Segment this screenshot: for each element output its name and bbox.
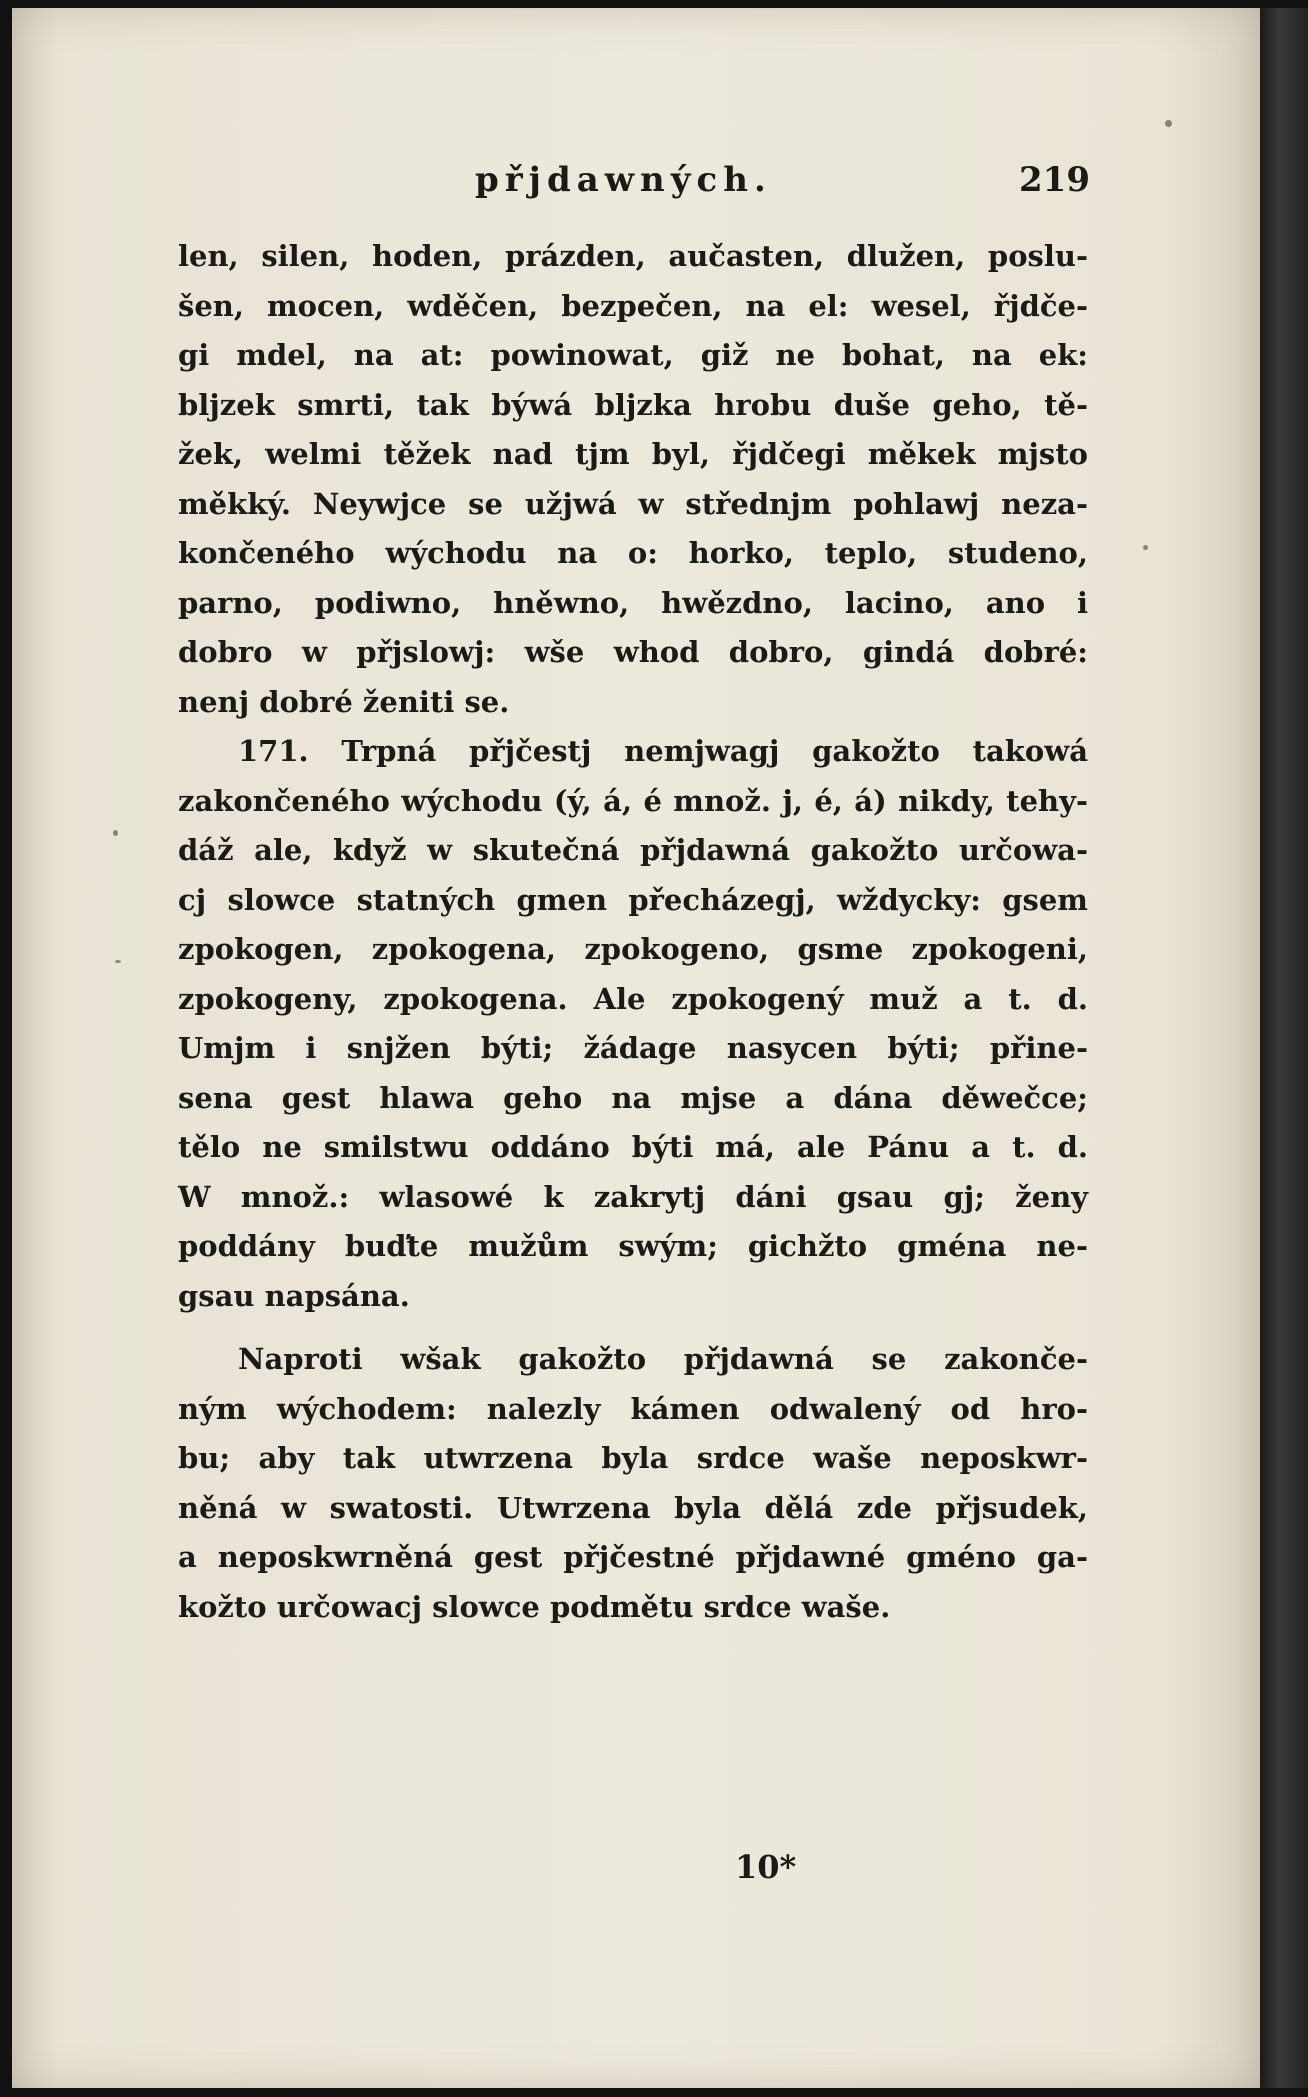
page-number: 219 bbox=[1019, 160, 1090, 200]
text-line: ným wýchodem: nalezly kámen odwalený od hro- bbox=[178, 1391, 1088, 1426]
text-line: W množ.: wlasowé k zakrytj dáni gsau gj; ženy bbox=[178, 1179, 1088, 1214]
text-line: bu; aby tak utwrzena byla srdce waše neposkwr- bbox=[178, 1441, 1088, 1475]
text-line: sena gest hlawa geho na mjse a dána děwečce; bbox=[178, 1080, 1088, 1115]
page-header bbox=[170, 160, 1090, 210]
text-line: Umjm i snjžen býti; žádage nasycen býti; přine- bbox=[178, 1031, 1088, 1065]
text-line: tělo ne smilstwu oddáno býti má, ale Pánu a t. d. bbox=[178, 1130, 1088, 1164]
paragraph-start: 171. Trpná přjčestj nemjwagj gakožto takowá bbox=[238, 734, 1088, 768]
text-line: gsau napsána. bbox=[178, 1278, 410, 1313]
paragraph-start: Naproti wšak gakožto přjdawná se zakonče- bbox=[238, 1342, 1088, 1376]
body-text bbox=[178, 232, 1088, 1632]
text-line: gi mdel, na at: powinowat, giž ne bohat, na ek: bbox=[178, 338, 1088, 372]
text-line: žek, welmi těžek nad tjm byl, řjdčegi měkek mjsto bbox=[178, 437, 1088, 471]
text-line: bljzek smrti, tak býwá bljzka hrobu duše geho, tě- bbox=[178, 387, 1088, 422]
text-line: dáž ale, když w skutečná přjdawná gakožto určowa- bbox=[178, 833, 1088, 867]
text-line: kožto určowacj slowce podmětu srdce waše. bbox=[178, 1589, 891, 1624]
text-line: a neposkwrněná gest přjčestné přjdawné gméno ga- bbox=[178, 1540, 1088, 1574]
text-line: měkký. Neywjce se užjwá w střednjm pohlawj neza- bbox=[178, 486, 1088, 521]
page-edge-shadow bbox=[1260, 8, 1308, 2088]
paper-speck bbox=[115, 960, 121, 963]
text-line: něná w swatosti. Utwrzena byla dělá zde přjsudek, bbox=[178, 1490, 1088, 1525]
paper-speck bbox=[1143, 545, 1148, 550]
text-line: končeného wýchodu na o: horko, teplo, studeno, bbox=[178, 536, 1088, 570]
text-line: zakončeného wýchodu (ý, á, é množ. j, é, á) nikdy, tehy- bbox=[178, 783, 1088, 818]
text-line: dobro w přjslowj: wše whod dobro, gindá dobré: bbox=[178, 635, 1088, 669]
text-line: len, silen, hoden, prázden, aučasten, dlužen, poslu- bbox=[178, 239, 1088, 273]
text-line: poddány buďte mužům swým; gichžto gména ne- bbox=[178, 1229, 1088, 1263]
text-line: cj slowce statných gmen přecházegj, wždycky: gsem bbox=[178, 882, 1088, 917]
text-line: parno, podiwno, hněwno, hwězdno, lacino, ano i bbox=[178, 585, 1088, 620]
text-line: šen, mocen, wděčen, bezpečen, na el: wesel, řjdče- bbox=[178, 288, 1088, 323]
text-line: zpokogeny, zpokogena. Ale zpokogený muž a t. d. bbox=[178, 981, 1088, 1016]
running-head: přjdawných. bbox=[475, 160, 772, 200]
text-line: nenj dobré ženiti se. bbox=[178, 684, 510, 719]
signature-mark: 10* bbox=[735, 1848, 797, 1886]
paper-speck bbox=[113, 830, 118, 836]
paper-speck bbox=[1165, 120, 1172, 127]
text-line: zpokogen, zpokogena, zpokogeno, gsme zpokogeni, bbox=[178, 932, 1088, 966]
